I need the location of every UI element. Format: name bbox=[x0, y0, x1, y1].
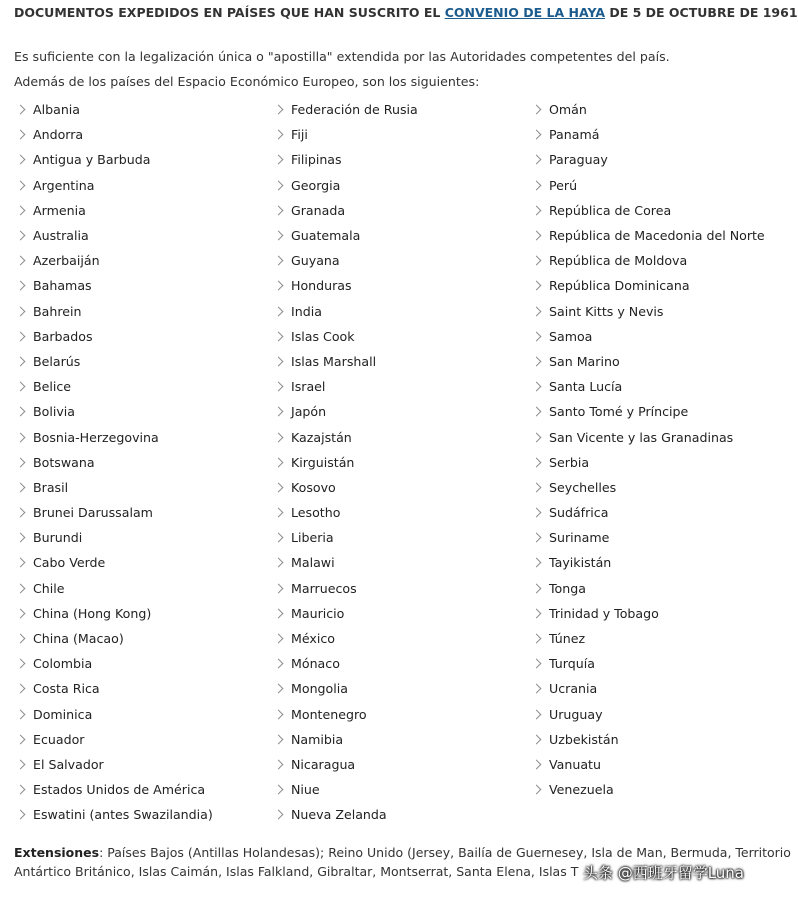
chevron-right-icon bbox=[532, 558, 542, 568]
country-list-item bbox=[532, 475, 765, 500]
country-list-item bbox=[532, 248, 765, 273]
country-name: San Marino bbox=[549, 353, 620, 369]
chevron-right-icon bbox=[274, 810, 284, 820]
country-name: México bbox=[291, 631, 335, 647]
chevron-right-icon bbox=[16, 105, 26, 115]
country-name: Honduras bbox=[291, 278, 352, 294]
country-name: Nicaragua bbox=[291, 756, 356, 772]
country-list-item bbox=[16, 173, 213, 198]
country-name: República de Corea bbox=[549, 202, 672, 218]
chevron-right-icon bbox=[16, 281, 26, 291]
chevron-right-icon bbox=[532, 508, 542, 518]
country-name: Seychelles bbox=[549, 479, 617, 495]
country-list-item bbox=[274, 450, 418, 475]
country-column-2 bbox=[274, 97, 418, 827]
chevron-right-icon bbox=[532, 281, 542, 291]
chevron-right-icon bbox=[274, 785, 284, 795]
country-name: Suriname bbox=[549, 530, 610, 546]
country-name: Kazajstán bbox=[291, 429, 352, 445]
chevron-right-icon bbox=[16, 180, 26, 190]
country-name: Islas Marshall bbox=[291, 353, 377, 369]
country-list-item bbox=[274, 349, 418, 374]
country-name: Georgia bbox=[291, 177, 341, 193]
country-name: Montenegro bbox=[291, 706, 367, 722]
country-name: Bahamas bbox=[33, 278, 92, 294]
chevron-right-icon bbox=[532, 205, 542, 215]
country-list-item bbox=[274, 299, 418, 324]
country-name: Guyana bbox=[291, 253, 340, 269]
chevron-right-icon bbox=[16, 357, 26, 367]
country-name: Fiji bbox=[291, 127, 308, 143]
country-list-item bbox=[16, 475, 213, 500]
chevron-right-icon bbox=[274, 482, 284, 492]
country-list-item bbox=[532, 324, 765, 349]
country-name: Federación de Rusia bbox=[291, 102, 418, 118]
country-name: China (Macao) bbox=[33, 631, 124, 647]
chevron-right-icon bbox=[274, 684, 284, 694]
country-list-item bbox=[274, 273, 418, 298]
chevron-right-icon bbox=[532, 684, 542, 694]
chevron-right-icon bbox=[16, 306, 26, 316]
country-list-item bbox=[16, 424, 213, 449]
country-list-item bbox=[16, 702, 213, 727]
country-list-item bbox=[274, 727, 418, 752]
country-name: Albania bbox=[33, 102, 81, 118]
country-name: Filipinas bbox=[291, 152, 342, 168]
chevron-right-icon bbox=[532, 533, 542, 543]
country-list-item bbox=[16, 198, 213, 223]
chevron-right-icon bbox=[16, 331, 26, 341]
country-list-item bbox=[16, 777, 213, 802]
country-name: Eswatini (antes Swazilandia) bbox=[33, 807, 213, 823]
country-name: Granada bbox=[291, 202, 346, 218]
country-list-item bbox=[274, 702, 418, 727]
country-name: Trinidad y Tobago bbox=[549, 605, 659, 621]
country-name: República de Moldova bbox=[549, 253, 688, 269]
country-list-item bbox=[274, 223, 418, 248]
chevron-right-icon bbox=[274, 306, 284, 316]
country-list-item bbox=[274, 752, 418, 777]
country-list-item bbox=[532, 626, 765, 651]
country-list-item bbox=[16, 223, 213, 248]
chevron-right-icon bbox=[16, 130, 26, 140]
chevron-right-icon bbox=[274, 760, 284, 770]
country-name: Japón bbox=[291, 404, 327, 420]
country-name: Tayikistán bbox=[549, 555, 612, 571]
chevron-right-icon bbox=[16, 482, 26, 492]
country-list-item bbox=[532, 122, 765, 147]
chevron-right-icon bbox=[532, 760, 542, 770]
chevron-right-icon bbox=[532, 130, 542, 140]
country-name: Nueva Zelanda bbox=[291, 807, 387, 823]
country-list-item bbox=[274, 198, 418, 223]
country-list-item bbox=[274, 626, 418, 651]
country-name: Chile bbox=[33, 580, 65, 596]
intro-text: Es suficiente con la legalización única o "apostilla" extendida por las Autoridades competentes del país. bbox=[14, 49, 670, 64]
chevron-right-icon bbox=[16, 155, 26, 165]
country-name: Vanuatu bbox=[549, 756, 601, 772]
country-list-item bbox=[274, 500, 418, 525]
extensions-line-1 bbox=[14, 843, 791, 862]
chevron-right-icon bbox=[274, 734, 284, 744]
chevron-right-icon bbox=[532, 482, 542, 492]
chevron-right-icon bbox=[274, 432, 284, 442]
country-name: Uruguay bbox=[549, 706, 603, 722]
chevron-right-icon bbox=[532, 306, 542, 316]
country-list-item bbox=[532, 450, 765, 475]
country-list-item bbox=[16, 550, 213, 575]
country-list-item bbox=[274, 676, 418, 701]
country-column-3 bbox=[532, 97, 765, 802]
country-name: Costa Rica bbox=[33, 681, 100, 697]
chevron-right-icon bbox=[532, 608, 542, 618]
country-name: Malawi bbox=[291, 555, 335, 571]
chevron-right-icon bbox=[274, 634, 284, 644]
country-list-item bbox=[274, 576, 418, 601]
country-list-item bbox=[532, 752, 765, 777]
chevron-right-icon bbox=[532, 583, 542, 593]
country-name: China (Hong Kong) bbox=[33, 605, 152, 621]
country-list-item bbox=[274, 550, 418, 575]
country-name: Azerbaiján bbox=[33, 253, 100, 269]
country-name: Saint Kitts y Nevis bbox=[549, 303, 664, 319]
country-name: Omán bbox=[549, 102, 587, 118]
country-list-item bbox=[16, 324, 213, 349]
watermark-overlay: 头条 @西班牙留学Luna bbox=[582, 864, 744, 882]
country-list-item bbox=[274, 475, 418, 500]
country-name: Bosnia-Herzegovina bbox=[33, 429, 159, 445]
country-list-item bbox=[532, 273, 765, 298]
country-list-item bbox=[274, 97, 418, 122]
chevron-right-icon bbox=[532, 105, 542, 115]
country-name: Bahrein bbox=[33, 303, 82, 319]
country-list-item bbox=[532, 601, 765, 626]
country-list-item bbox=[16, 450, 213, 475]
chevron-right-icon bbox=[16, 684, 26, 694]
country-name: Antigua y Barbuda bbox=[33, 152, 151, 168]
country-name: Belice bbox=[33, 379, 72, 395]
country-list-item bbox=[16, 374, 213, 399]
country-list-item bbox=[16, 273, 213, 298]
country-name: Samoa bbox=[549, 328, 593, 344]
country-name: Kosovo bbox=[291, 479, 336, 495]
chevron-right-icon bbox=[274, 558, 284, 568]
chevron-right-icon bbox=[532, 180, 542, 190]
country-list-item bbox=[532, 399, 765, 424]
country-name: Perú bbox=[549, 177, 578, 193]
chevron-right-icon bbox=[274, 709, 284, 719]
country-list-item bbox=[532, 727, 765, 752]
country-list-item bbox=[532, 550, 765, 575]
country-name: Mauricio bbox=[291, 605, 345, 621]
country-name: Dominica bbox=[33, 706, 93, 722]
chevron-right-icon bbox=[16, 508, 26, 518]
chevron-right-icon bbox=[532, 256, 542, 266]
chevron-right-icon bbox=[274, 155, 284, 165]
country-name: Cabo Verde bbox=[33, 555, 106, 571]
country-name: Liberia bbox=[291, 530, 334, 546]
country-name: Armenia bbox=[33, 202, 86, 218]
chevron-right-icon bbox=[532, 407, 542, 417]
country-list-item bbox=[532, 147, 765, 172]
chevron-right-icon bbox=[16, 457, 26, 467]
country-list-item bbox=[532, 651, 765, 676]
country-list-item bbox=[274, 399, 418, 424]
country-name: Mongolia bbox=[291, 681, 348, 697]
country-name: San Vicente y las Granadinas bbox=[549, 429, 734, 445]
country-list-item bbox=[16, 576, 213, 601]
chevron-right-icon bbox=[16, 407, 26, 417]
country-list-item bbox=[16, 122, 213, 147]
chevron-right-icon bbox=[532, 331, 542, 341]
country-list-item bbox=[532, 777, 765, 802]
chevron-right-icon bbox=[274, 407, 284, 417]
country-list-item bbox=[16, 500, 213, 525]
country-list-item bbox=[274, 651, 418, 676]
country-name: Sudáfrica bbox=[549, 505, 609, 521]
country-name: Mónaco bbox=[291, 656, 340, 672]
country-name: Botswana bbox=[33, 454, 95, 470]
chevron-right-icon bbox=[16, 231, 26, 241]
chevron-right-icon bbox=[274, 180, 284, 190]
country-name: Estados Unidos de América bbox=[33, 782, 206, 798]
chevron-right-icon bbox=[16, 785, 26, 795]
country-list-item bbox=[274, 122, 418, 147]
chevron-right-icon bbox=[532, 709, 542, 719]
country-name: Colombia bbox=[33, 656, 93, 672]
chevron-right-icon bbox=[532, 357, 542, 367]
chevron-right-icon bbox=[16, 734, 26, 744]
extensions-text-1: : Países Bajos (Antillas Holandesas); Reino Unido (Jersey, Bailía de Guernesey, Isla de Man, Bermuda, Territorio bbox=[99, 845, 791, 860]
chevron-right-icon bbox=[274, 130, 284, 140]
chevron-right-icon bbox=[532, 734, 542, 744]
country-list-item bbox=[16, 752, 213, 777]
country-list-item bbox=[16, 651, 213, 676]
country-name: República Dominicana bbox=[549, 278, 690, 294]
country-list-item bbox=[16, 626, 213, 651]
chevron-right-icon bbox=[16, 709, 26, 719]
country-list-item bbox=[274, 601, 418, 626]
chevron-right-icon bbox=[16, 382, 26, 392]
chevron-right-icon bbox=[532, 659, 542, 669]
country-list-item bbox=[532, 97, 765, 122]
country-name: Belarús bbox=[33, 353, 81, 369]
intro-subtext: Además de los países del Espacio Económico Europeo, son los siguientes: bbox=[14, 74, 480, 89]
chevron-right-icon bbox=[16, 608, 26, 618]
country-list-item bbox=[16, 248, 213, 273]
heading-suffix: DE 5 DE OCTUBRE DE 1961 bbox=[605, 5, 798, 20]
country-name: Israel bbox=[291, 379, 326, 395]
chevron-right-icon bbox=[532, 634, 542, 644]
country-name: Ecuador bbox=[33, 731, 85, 747]
country-list-item bbox=[274, 173, 418, 198]
country-list-item bbox=[532, 223, 765, 248]
chevron-right-icon bbox=[532, 457, 542, 467]
country-name: India bbox=[291, 303, 322, 319]
chevron-right-icon bbox=[532, 432, 542, 442]
country-list-item bbox=[16, 97, 213, 122]
chevron-right-icon bbox=[274, 583, 284, 593]
chevron-right-icon bbox=[274, 357, 284, 367]
chevron-right-icon bbox=[532, 382, 542, 392]
country-list-item bbox=[532, 525, 765, 550]
country-name: Santa Lucía bbox=[549, 379, 623, 395]
chevron-right-icon bbox=[16, 205, 26, 215]
country-name: Santo Tomé y Príncipe bbox=[549, 404, 689, 420]
country-list-item bbox=[532, 173, 765, 198]
country-list-item bbox=[16, 601, 213, 626]
chevron-right-icon bbox=[16, 533, 26, 543]
country-list-item bbox=[532, 198, 765, 223]
extensions-text-2: Antártico Británico, Islas Caimán, Islas Falkland, Gibraltar, Montserrat, Santa Elena, Islas T bbox=[14, 864, 579, 879]
chevron-right-icon bbox=[532, 785, 542, 795]
country-name: Ucrania bbox=[549, 681, 598, 697]
extensions-label: Extensiones bbox=[14, 845, 100, 860]
heading-prefix: DOCUMENTOS EXPEDIDOS EN PAÍSES QUE HAN SUSCRITO EL bbox=[14, 5, 445, 20]
chevron-right-icon bbox=[16, 810, 26, 820]
chevron-right-icon bbox=[16, 760, 26, 770]
chevron-right-icon bbox=[274, 457, 284, 467]
country-name: Túnez bbox=[549, 631, 586, 647]
country-name: Namibia bbox=[291, 731, 344, 747]
country-name: Venezuela bbox=[549, 782, 614, 798]
chevron-right-icon bbox=[532, 155, 542, 165]
chevron-right-icon bbox=[274, 331, 284, 341]
country-name: Uzbekistán bbox=[549, 731, 619, 747]
country-list-item bbox=[532, 576, 765, 601]
country-list-item bbox=[274, 374, 418, 399]
country-list-item bbox=[274, 525, 418, 550]
country-list-item bbox=[532, 299, 765, 324]
chevron-right-icon bbox=[274, 256, 284, 266]
country-list-item bbox=[16, 399, 213, 424]
country-list-item bbox=[532, 500, 765, 525]
country-column-1 bbox=[16, 97, 213, 827]
country-name: Tonga bbox=[549, 580, 586, 596]
chevron-right-icon bbox=[16, 583, 26, 593]
country-name: Argentina bbox=[33, 177, 95, 193]
country-name: Islas Cook bbox=[291, 328, 355, 344]
country-list-item bbox=[16, 147, 213, 172]
country-list-item bbox=[16, 727, 213, 752]
page-heading bbox=[14, 5, 798, 20]
country-list-item bbox=[16, 349, 213, 374]
convenio-link[interactable]: CONVENIO DE LA HAYA bbox=[444, 5, 605, 20]
country-name: Burundi bbox=[33, 530, 83, 546]
country-name: El Salvador bbox=[33, 756, 104, 772]
country-name: Bolivia bbox=[33, 404, 76, 420]
country-list-item bbox=[532, 424, 765, 449]
country-list-item bbox=[16, 299, 213, 324]
country-name: Niue bbox=[291, 782, 320, 798]
country-name: Andorra bbox=[33, 127, 84, 143]
chevron-right-icon bbox=[274, 659, 284, 669]
country-name: Lesotho bbox=[291, 505, 341, 521]
country-list-item bbox=[274, 424, 418, 449]
country-list-item bbox=[532, 702, 765, 727]
country-name: Guatemala bbox=[291, 228, 361, 244]
country-list-item bbox=[16, 802, 213, 827]
chevron-right-icon bbox=[16, 256, 26, 266]
country-name: Marruecos bbox=[291, 580, 357, 596]
chevron-right-icon bbox=[16, 558, 26, 568]
chevron-right-icon bbox=[274, 281, 284, 291]
chevron-right-icon bbox=[274, 382, 284, 392]
chevron-right-icon bbox=[274, 231, 284, 241]
country-list-item bbox=[274, 147, 418, 172]
chevron-right-icon bbox=[532, 231, 542, 241]
country-list-item bbox=[274, 324, 418, 349]
country-list-item bbox=[16, 676, 213, 701]
country-list-item bbox=[532, 349, 765, 374]
country-name: Brasil bbox=[33, 479, 69, 495]
chevron-right-icon bbox=[16, 659, 26, 669]
country-name: Panamá bbox=[549, 127, 600, 143]
country-name: Barbados bbox=[33, 328, 93, 344]
country-name: Australia bbox=[33, 228, 89, 244]
country-list-item bbox=[274, 777, 418, 802]
chevron-right-icon bbox=[274, 508, 284, 518]
country-list-item bbox=[274, 248, 418, 273]
chevron-right-icon bbox=[274, 608, 284, 618]
chevron-right-icon bbox=[16, 634, 26, 644]
country-name: Turquía bbox=[549, 656, 595, 672]
country-list-item bbox=[532, 374, 765, 399]
country-name: Kirguistán bbox=[291, 454, 355, 470]
chevron-right-icon bbox=[274, 533, 284, 543]
country-list-item bbox=[274, 802, 418, 827]
chevron-right-icon bbox=[16, 432, 26, 442]
country-name: República de Macedonia del Norte bbox=[549, 228, 765, 244]
country-name: Paraguay bbox=[549, 152, 608, 168]
chevron-right-icon bbox=[274, 205, 284, 215]
chevron-right-icon bbox=[274, 105, 284, 115]
country-name: Serbia bbox=[549, 454, 590, 470]
country-list-item bbox=[532, 676, 765, 701]
country-name: Brunei Darussalam bbox=[33, 505, 153, 521]
country-list-item bbox=[16, 525, 213, 550]
